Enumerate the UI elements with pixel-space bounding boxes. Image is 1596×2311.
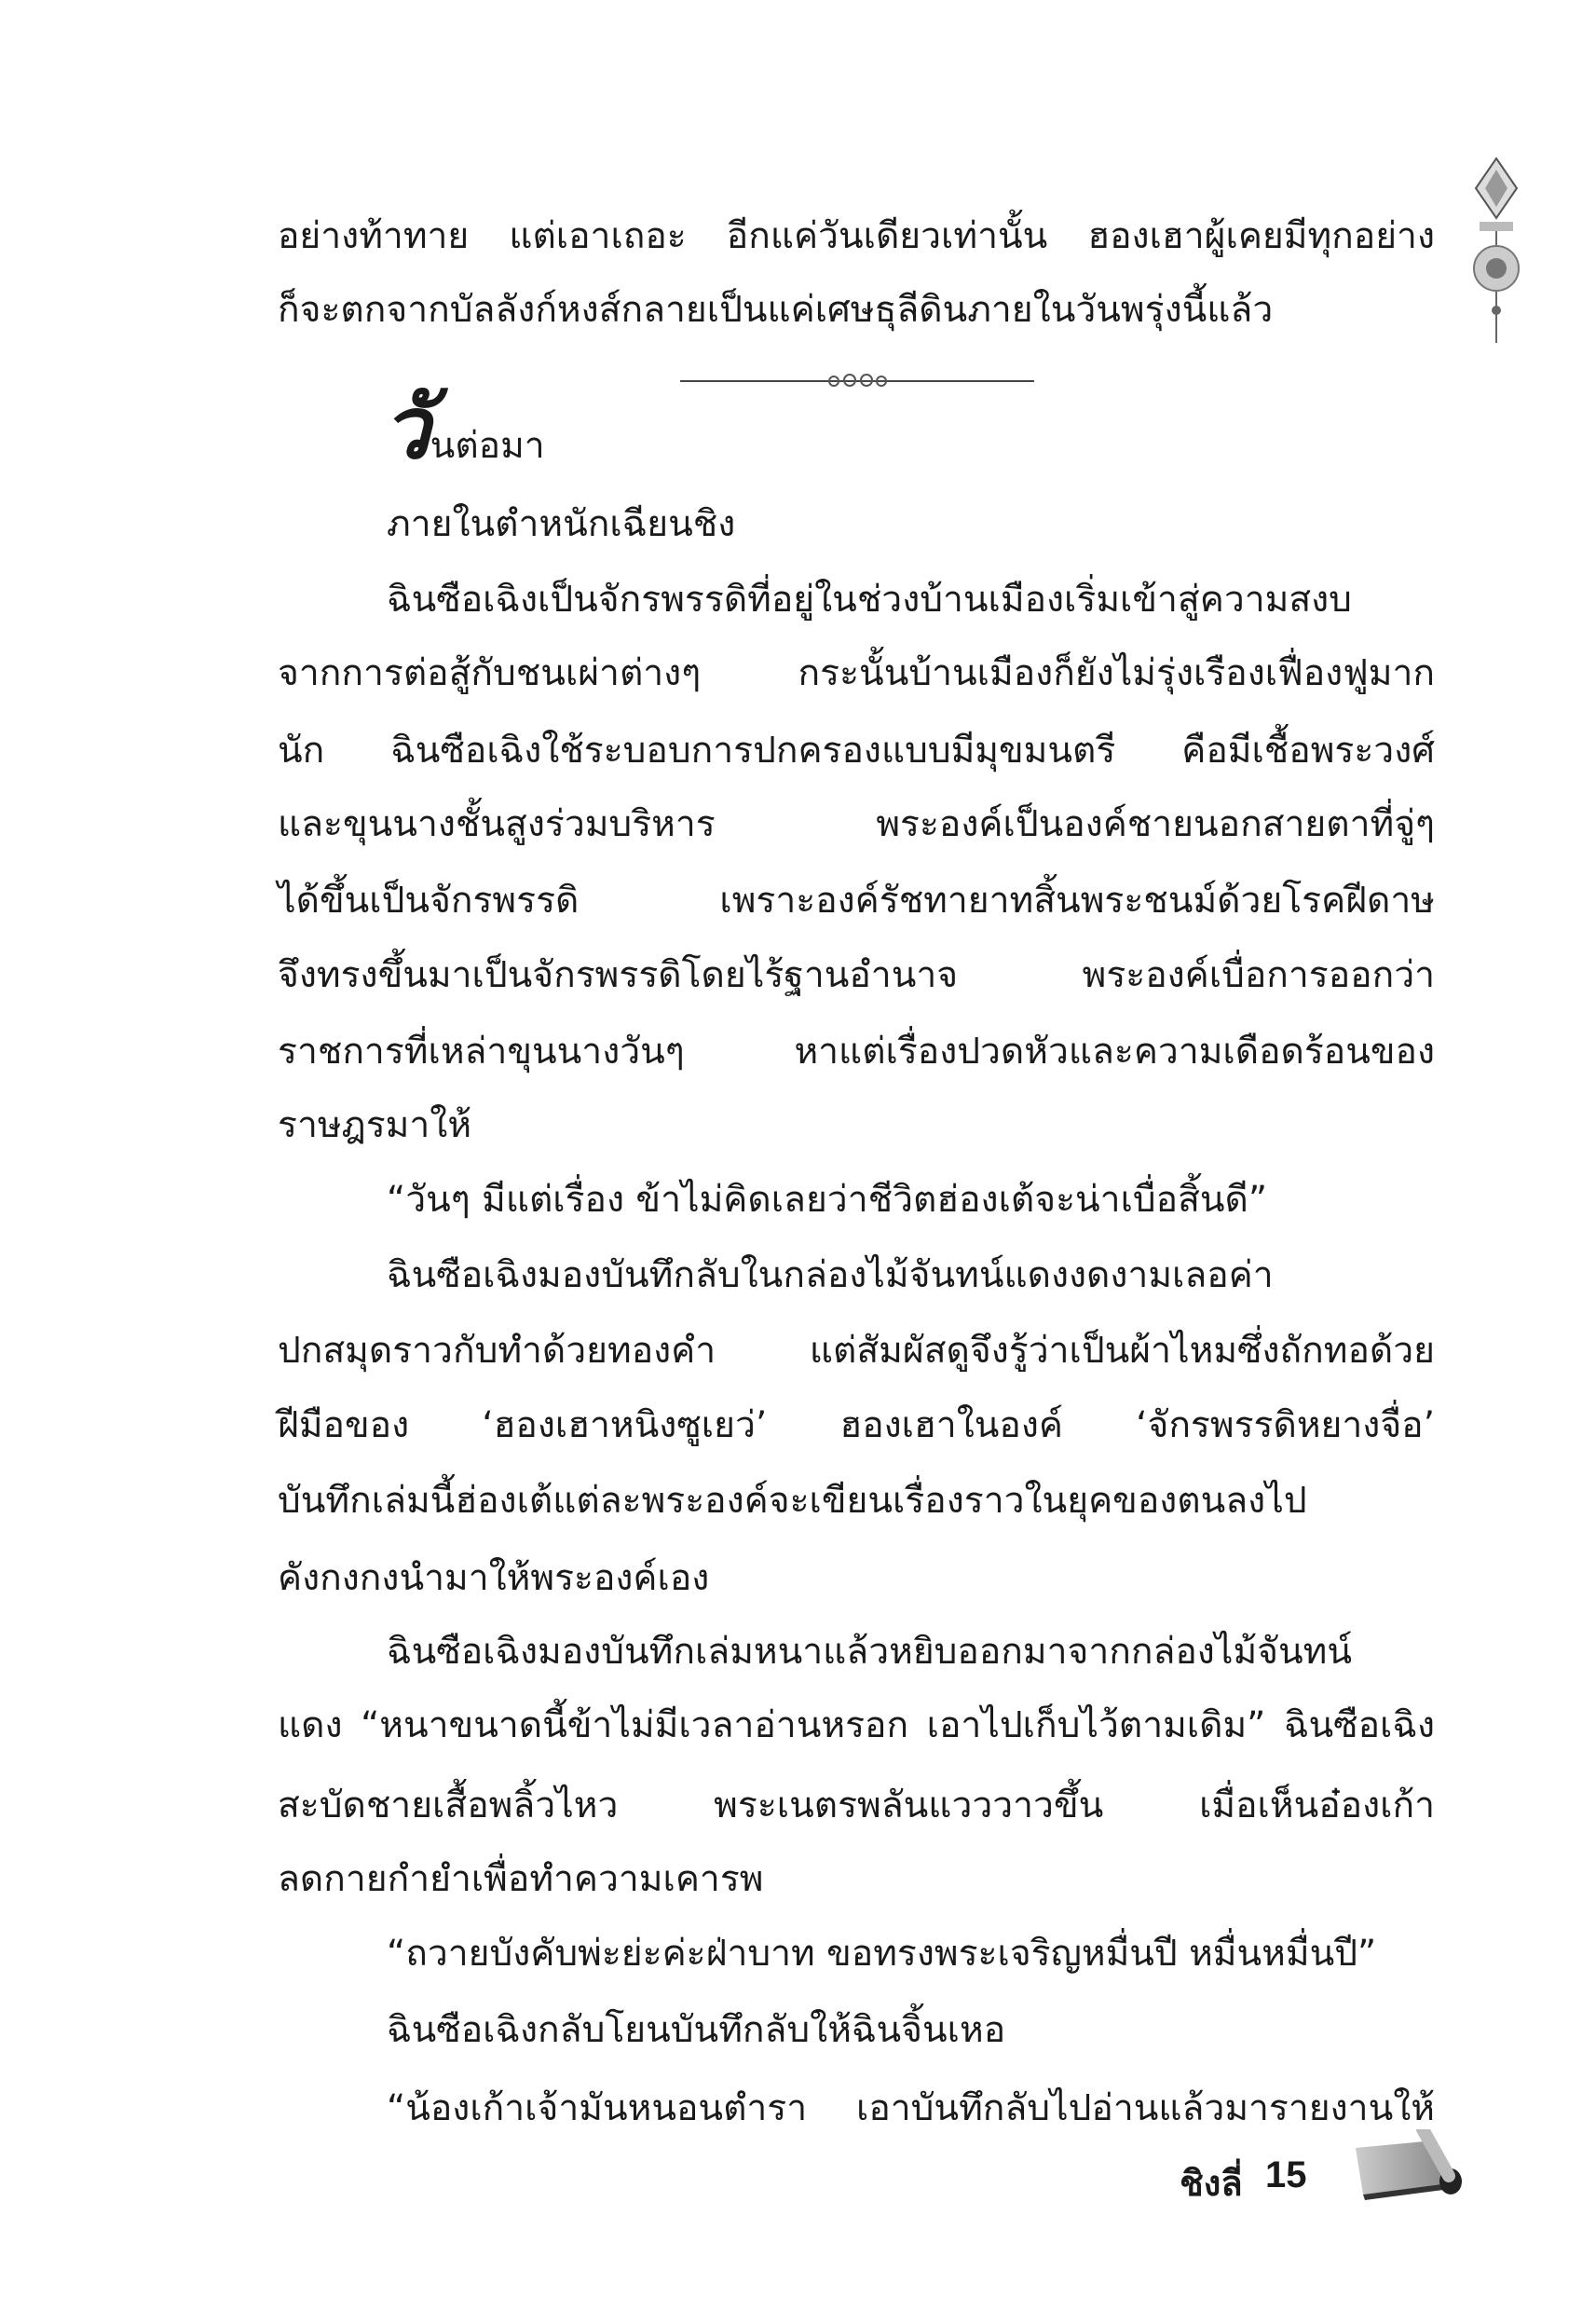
text-line: จึงทรงขึ้นมาเป็นจักรพรรดิโดยไร้ฐานอำนาจ พระองค์เบื่อการออกว่า [278, 954, 1435, 996]
text-line: ปกสมุดราวกับทำด้วยทองคำ แต่สัมผัสดูจึงรู้ว่าเป็นผ้าไหมซึ่งถักทอด้วย [278, 1330, 1435, 1372]
text-line: อย่างท้าทาย แต่เอาเถอะ อีกแค่วันเดียวเท่านั้น ฮองเฮาผู้เคยมีทุกอย่าง [278, 215, 1435, 257]
text-line: สะบัดชายเสื้อพลิ้วไหว พระเนตรพลันแวววาวขึ้น เมื่อเห็นอ๋องเก้า [278, 1785, 1435, 1826]
text-line: จากการต่อสู้กับชนเผ่าต่างๆ กระนั้นบ้านเมืองก็ยังไม่รุ่งเรืองเฟื่องฟูมาก [278, 652, 1435, 694]
text-line: ลดกายกำยำเพื่อทำความเคารพ [278, 1858, 764, 1900]
heading-rest: นต่อมา [430, 425, 545, 467]
text-line: คังกงกงนำมาให้พระองค์เอง [278, 1557, 710, 1599]
text-line: “น้องเก้าเจ้ามันหนอนตำรา เอาบันทึกลับไปอ่านแล้วมารายงานให้ [387, 2087, 1435, 2129]
section-heading [382, 378, 545, 484]
text-line: แดง “หนาขนาดนี้ข้าไม่มีเวลาอ่านหรอก เอาไปเก็บไว้ตามเดิม” ฉินซือเฉิง [278, 1704, 1435, 1746]
section-divider-icon [680, 373, 1034, 390]
text-line: “วันๆ มีแต่เรื่อง ข้าไม่คิดเลยว่าชีวิตฮ่องเต้จะน่าเบื่อสิ้นดี” [387, 1179, 1268, 1221]
location-line: ภายในตำหนักเฉียนชิง [387, 503, 736, 545]
text-line: และขุนนางชั้นสูงร่วมบริหาร พระองค์เป็นองค์ชายนอกสายตาที่จู่ๆ [278, 803, 1435, 845]
text-line: ฉินซือเฉิงเป็นจักรพรรดิที่อยู่ในช่วงบ้านเมืองเริ่มเข้าสู่ความสงบ [387, 579, 1352, 621]
text-line: ราษฎรมาให้ [278, 1104, 472, 1146]
text-line: บันทึกเล่มนี้ฮ่องเต้แต่ละพระองค์จะเขียนเรื่องราวในยุคของตนลงไป [278, 1480, 1307, 1522]
page-number: 15 [1265, 2154, 1307, 2195]
text-line: ได้ขึ้นเป็นจักรพรรดิ เพราะองค์รัชทายาทสิ้นพระชนม์ด้วยโรคฝีดาษ [278, 880, 1435, 922]
text-line: นัก ฉินซือเฉิงใช้ระบอบการปกครองแบบมีมุขมนตรี คือมีเชื้อพระวงศ์ [278, 730, 1435, 772]
text-line: ฉินซือเฉิงมองบันทึกเล่มหนาแล้วหยิบออกมาจากกล่องไม้จันทน์ [387, 1631, 1353, 1673]
text-line: “ถวายบังคับพ่ะย่ะค่ะฝ่าบาท ขอทรงพระเจริญหมื่นปี หมื่นหมื่นปี” [387, 1933, 1377, 1975]
text-line: ก็จะตกจากบัลลังก์หงส์กลายเป็นแค่เศษธุลีดินภายในวันพรุ่งนี้แล้ว [278, 289, 1274, 331]
scroll-icon [1356, 2129, 1467, 2204]
text-line: ราชการที่เหล่าขุนนางวันๆ หาแต่เรื่องปวดหัวและความเดือดร้อนของ [278, 1031, 1435, 1073]
text-line: ฉินซือเฉิงมองบันทึกลับในกล่องไม้จันทน์แดงงดงามเลอค่า [387, 1254, 1274, 1296]
text-line: ฉินซือเฉิงกลับโยนบันทึกลับให้ฉินจิ้นเหอ [387, 2009, 1006, 2051]
drop-cap: วั [382, 378, 430, 478]
side-ornament-icon [1470, 157, 1522, 343]
running-footer-title: ชิงลี่ [1180, 2162, 1243, 2204]
text-line: ฝีมือของ ‘ฮองเฮาหนิงซูเยว่’ ฮองเฮาในองค์ ‘จักรพรรดิหยางจื่อ’ [278, 1404, 1435, 1446]
